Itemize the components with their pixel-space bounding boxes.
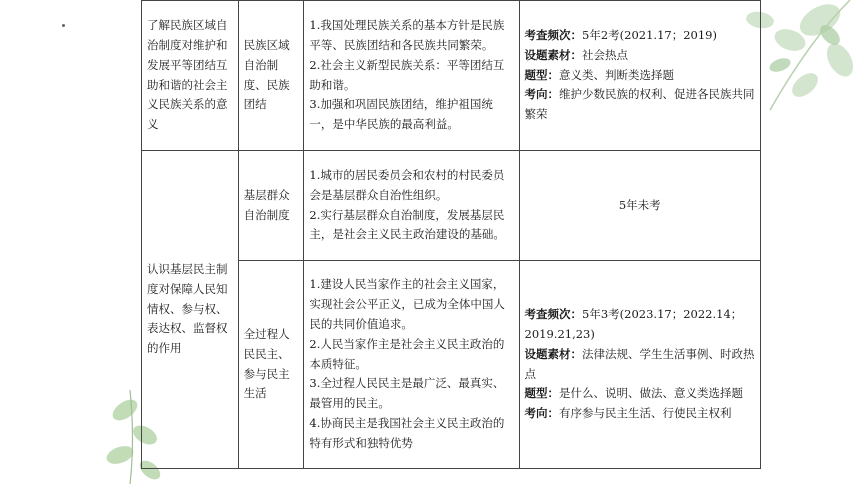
table-row xyxy=(142,151,761,261)
subtopic-text: 民族区域自治制度、民族团结 xyxy=(243,37,290,112)
exam-cell xyxy=(519,1,760,151)
point-item: 2.社会主义新型民族关系：平等团结互助和谐。 xyxy=(309,57,505,92)
material-value: 法律法规、学生生活事例、时政热点 xyxy=(524,346,755,381)
material-label: 设题素材： xyxy=(524,47,583,62)
subtopic-text: 基层群众自治制度 xyxy=(243,187,290,222)
subtopic-cell xyxy=(238,151,304,261)
direction-label: 考向： xyxy=(524,87,560,102)
freq-value: 5年3考(2023.17；2022.14；2019.21,23) xyxy=(524,307,743,341)
points-cell xyxy=(304,151,519,261)
topic-cell xyxy=(142,1,239,151)
type-label: 题型： xyxy=(524,67,560,82)
exam-cell xyxy=(519,151,760,261)
freq-label: 考查频次： xyxy=(524,307,583,322)
freq-label: 考查频次： xyxy=(524,28,583,42)
topic-text: 认识基层民主制度对保障人民知情权、参与权、表达权、监督权的作用 xyxy=(147,262,228,356)
table-row xyxy=(142,1,761,151)
material-label: 设题素材： xyxy=(524,346,583,361)
material-value: 社会热点 xyxy=(582,47,629,62)
subtopic-cell xyxy=(238,261,304,469)
topic-text: 了解民族区域自治制度对维护和发展平等团结互助和谐的社会主义民族关系的意义 xyxy=(147,18,228,132)
exam-cell xyxy=(519,261,760,469)
type-label: 题型： xyxy=(524,386,560,401)
direction-value: 维护少数民族的权利、促进各民族共同繁荣 xyxy=(524,87,755,122)
point-item: 3.全过程人民民主是最广泛、最真实、最管用的民主。 xyxy=(309,376,505,411)
type-value: 是什么、说明、做法、意义类选择题 xyxy=(559,386,744,401)
point-item: 1.建设人民当家作主的社会主义国家，实现社会公平正义，已成为全体中国人民的共同价值追求。 xyxy=(309,277,505,331)
subtopic-text: 全过程人民民主、参与民主生活 xyxy=(243,326,290,401)
decorative-dot xyxy=(62,24,65,27)
points-cell xyxy=(304,1,519,151)
exam-status-text: 5年未考 xyxy=(618,197,661,212)
points-cell xyxy=(304,261,519,469)
point-item: 2.人民当家作主是社会主义民主政治的本质特征。 xyxy=(309,336,505,371)
direction-value: 有序参与民主生活、行使民主权利 xyxy=(559,406,732,421)
point-item: 4.协商民主是我国社会主义民主政治的特有形式和独特优势 xyxy=(309,415,505,450)
type-value: 意义类、判断类选择题 xyxy=(559,67,675,82)
point-item: 1.城市的居民委员会和农村的村民委员会是基层群众自治性组织。 xyxy=(309,167,505,202)
point-item: 3.加强和巩固民族团结，维护祖国统一，是中华民族的最高利益。 xyxy=(309,97,493,132)
subtopic-cell xyxy=(238,1,304,151)
topic-cell xyxy=(142,151,239,469)
point-item: 1.我国处理民族关系的基本方针是民族平等、民族团结和各民族共同繁荣。 xyxy=(309,18,505,52)
point-item: 2.实行基层群众自治制度，发展基层民主，是社会主义民主政治建设的基础。 xyxy=(309,207,505,242)
direction-label: 考向： xyxy=(524,406,560,421)
freq-value: 5年2考(2021.17；2019) xyxy=(582,28,717,42)
knowledge-table xyxy=(141,0,761,469)
